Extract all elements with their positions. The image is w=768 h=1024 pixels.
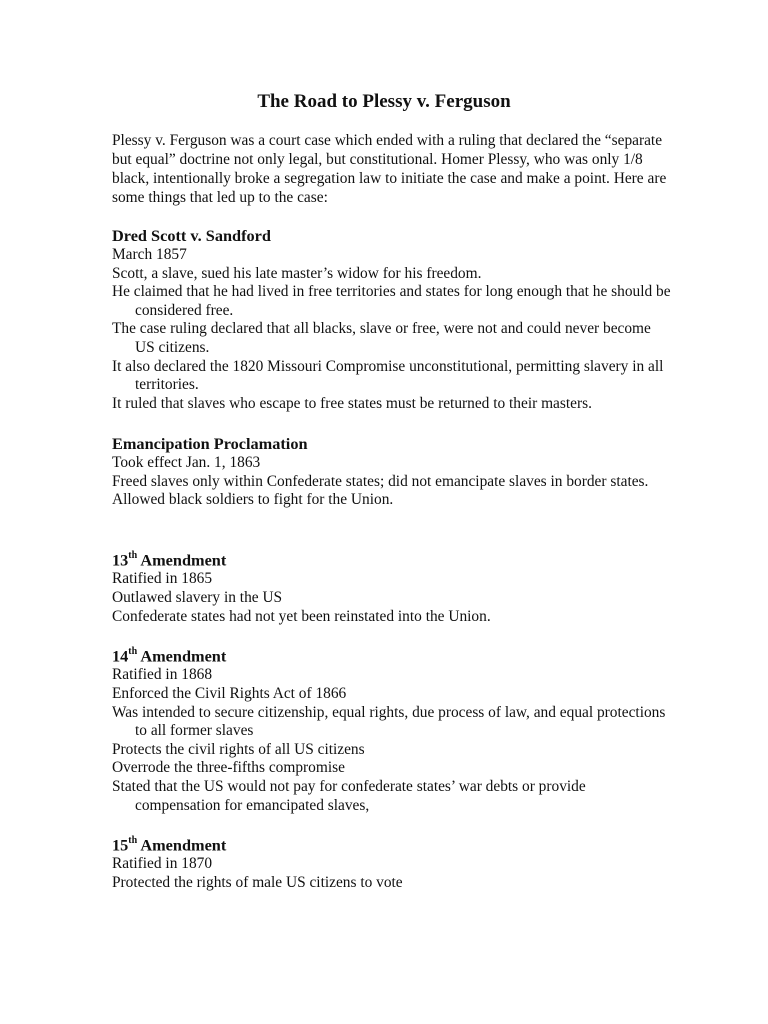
section-line: Protected the rights of male US citizens to vote (112, 874, 403, 892)
section-line: Freed slaves only within Confederate states; did not emancipate slaves in border states. (112, 472, 649, 490)
section-lines (112, 570, 672, 626)
heading-number: 13 (112, 550, 129, 570)
section-line: Protects the civil rights of all US citizens (112, 740, 365, 758)
section-line: Outlawed slavery in the US (112, 589, 283, 607)
document-title: The Road to Plessy v. Ferguson (257, 91, 511, 112)
heading-ordinal-suffix: th (128, 646, 138, 657)
section-line: Confederate states had not yet been reinstated into the Union. (112, 607, 491, 625)
section-lines (112, 246, 672, 413)
section-heading: Dred Scott v. Sandford (112, 226, 271, 245)
section-line: It also declared the 1820 Missouri Compromise unconstitutional, permitting slavery in all territories. (112, 357, 664, 394)
section-line: Took effect Jan. 1, 1863 (112, 454, 261, 471)
section-line: March 1857 (112, 246, 187, 263)
section-heading (112, 643, 672, 666)
heading-ordinal-suffix: th (128, 550, 138, 561)
section-line: Ratified in 1868 (112, 666, 213, 684)
section-line: Allowed black soldiers to fight for the Union. (112, 491, 394, 509)
section-line: Scott, a slave, sued his late master’s widow for his freedom. (112, 264, 482, 282)
section-line: Ratified in 1870 (112, 855, 213, 873)
heading-text: Amendment (137, 835, 227, 855)
section-heading (112, 547, 672, 570)
section-line: Stated that the US would not pay for confederate states’ war debts or provide compensation for emancipated slaves, (112, 777, 586, 814)
section-lines (112, 666, 672, 815)
section-heading: Emancipation Proclamation (112, 434, 308, 453)
section-line: Ratified in 1865 (112, 570, 213, 588)
section-15th-amendment (112, 832, 672, 893)
section-line: Enforced the Civil Rights Act of 1866 (112, 685, 347, 703)
section-dred-scott (112, 226, 672, 413)
section-line: Was intended to secure citizenship, equal rights, due process of law, and equal protections to all former slaves (112, 703, 666, 740)
section-line: It ruled that slaves who escape to free states must be returned to their masters. (112, 394, 592, 412)
section-line: The case ruling declared that all blacks, slave or free, were not and could never become US citizens. (112, 320, 651, 356)
section-13th-amendment (112, 547, 672, 626)
heading-number: 14 (112, 646, 129, 666)
heading-ordinal-suffix: th (128, 835, 138, 846)
section-lines (112, 855, 672, 892)
intro-paragraph: Plessy v. Ferguson was a court case which ended with a ruling that declared the “separate but equal” doctrine not only legal, but constitutional. Homer Plessy, who was only 1/8 black, intentionally broke a segregation law to initiate the case and make a point. Here are some things that led up to the case: (112, 132, 667, 206)
heading-text: Amendment (137, 550, 227, 570)
section-14th-amendment (112, 643, 672, 815)
heading-text: Amendment (137, 646, 227, 666)
section-lines (112, 454, 672, 510)
heading-number: 15 (112, 835, 129, 855)
section-heading (112, 832, 672, 855)
section-line: He claimed that he had lived in free territories and states for long enough that he should be considered free. (112, 283, 671, 319)
section-emancipation-proclamation (112, 434, 672, 510)
section-line: Overrode the three-fifths compromise (112, 759, 345, 777)
